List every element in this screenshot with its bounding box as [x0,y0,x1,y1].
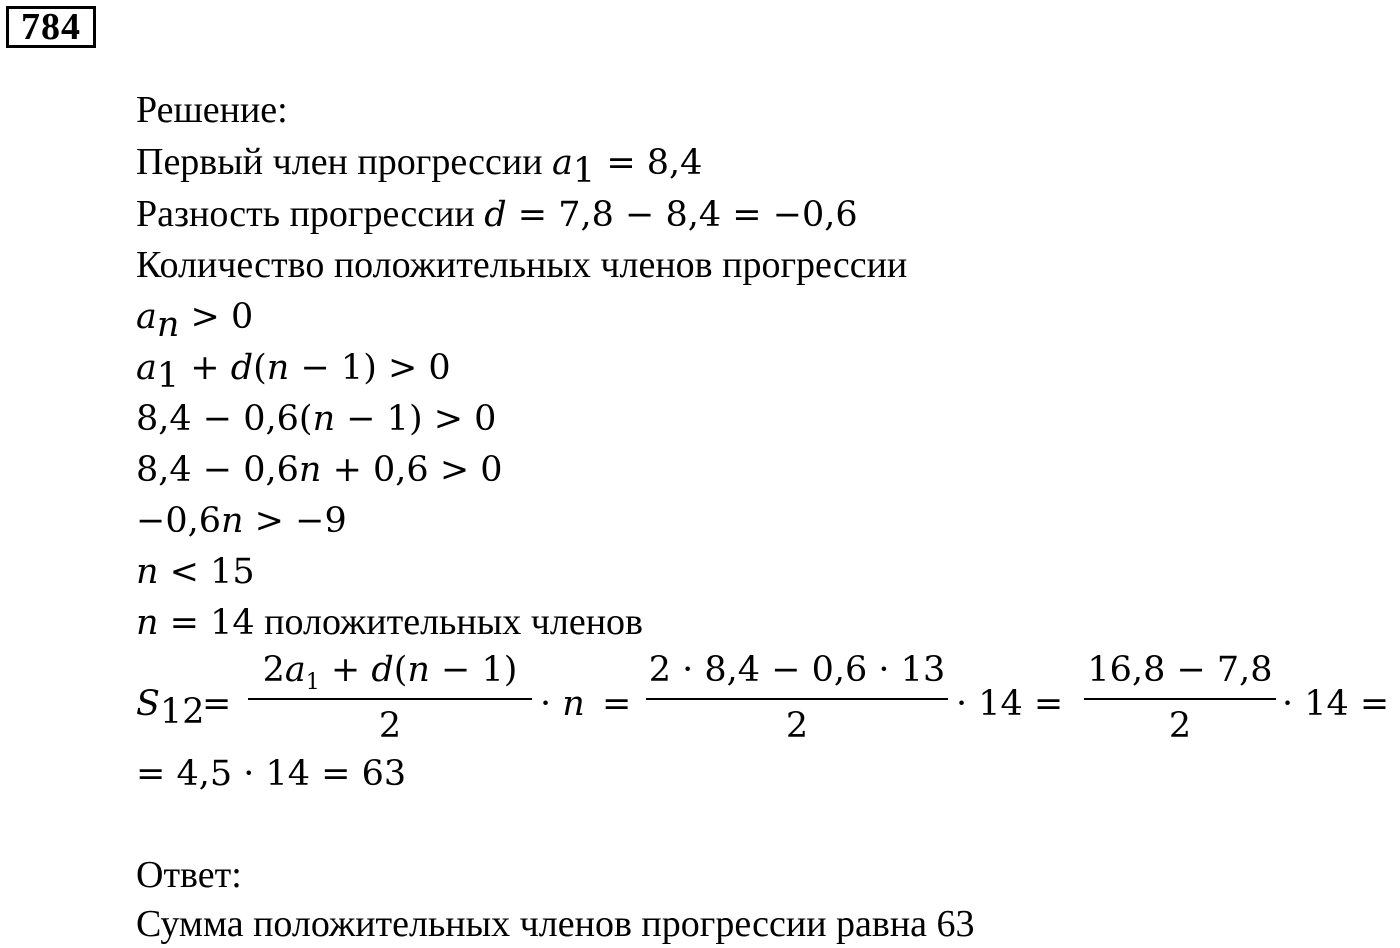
var-n: n [136,552,159,592]
mul-14-2: · 14 = [1282,684,1390,724]
ineq-7-math: = 14 [158,603,255,643]
var-S: S [136,684,160,724]
fraction-1-numerator [248,648,532,698]
var-a: a [136,348,157,388]
ineq-5-pre: −0,6 [136,501,221,541]
paren: ( [393,650,408,690]
sub-1: 1 [305,670,320,695]
ineq-2-plus: + [179,348,231,388]
var-n: n [312,399,336,439]
dot: · [540,684,552,724]
first-term-value: = 8,4 [595,143,703,183]
ineq-2-paren: ( [253,348,267,388]
ineq-4 [136,447,503,492]
first-term-line [136,140,703,191]
fraction-3-numerator: 16,8 − 7,8 [1087,650,1273,690]
ineq-3-pre: 8,4 − 0,6( [136,399,313,439]
var-d: d [230,348,254,388]
ineq-5 [136,498,347,543]
ineq-6 [136,549,255,594]
answer-text: Сумма положительных членов прогрессии равна 63 [136,903,975,945]
minus-one: − 1) [429,650,518,690]
sum-result: = 4,5 · 14 = 63 [136,754,407,794]
ineq-7 [136,600,643,645]
fraction-3 [1084,648,1276,748]
ineq-5-post: > −9 [243,501,347,541]
difference-text: Разность прогрессии [136,193,475,235]
first-term-text: Первый член прогрессии [136,141,543,183]
sum-lhs [136,682,205,732]
ineq-7-text: положительных членов [254,601,643,643]
mul-14-1: · 14 = [956,684,1064,724]
fraction-1 [248,648,532,748]
var-n: n [136,603,159,643]
sub-n: n [156,305,180,345]
ineq-4-post: + 0,6 > 0 [321,450,503,490]
fraction-2 [646,648,948,748]
ineq-2-tail: − 1) > 0 [289,348,451,388]
var-d: d [371,650,394,690]
sub-1: 1 [156,356,180,396]
var-n: n [266,348,290,388]
var-a: a [284,650,306,690]
difference-value: = 7,8 − 8,4 = −0,6 [506,195,858,235]
solution-heading: Решение: [136,89,288,131]
var-n: n [298,450,322,490]
var-n: n [407,650,430,690]
sub-12: 12 [159,692,205,732]
ineq-3 [136,396,496,441]
ineq-6-post: < 15 [158,552,255,592]
answer-heading: Ответ: [136,854,242,896]
fraction-1-denominator: 2 [378,706,402,746]
plus: + [319,650,372,690]
fraction-2-denominator: 2 [785,706,809,746]
var-d: d [484,195,507,235]
difference-line [136,192,858,237]
sum-formula [136,648,1400,758]
sub-1: 1 [572,151,596,191]
ineq-1-rest: > 0 [179,297,254,337]
fraction-3-denominator: 2 [1168,706,1192,746]
count-heading: Количество положительных членов прогрессии [136,244,908,286]
ineq-2 [136,345,451,396]
var-n: n [221,501,244,541]
problem-number: 784 [6,6,96,48]
ineq-1 [136,294,254,345]
ineq-4-pre: 8,4 − 0,6 [136,450,299,490]
ineq-3-post: − 1) > 0 [335,399,497,439]
eq-sign-1: = [202,684,232,724]
var-a: a [552,143,573,183]
eq-sign-2: = [602,684,632,724]
var-n: n [562,684,585,724]
dot-n [540,682,585,726]
num-2: 2 [262,650,285,690]
fraction-2-numerator: 2 · 8,4 − 0,6 · 13 [648,650,946,690]
var-a: a [136,297,157,337]
